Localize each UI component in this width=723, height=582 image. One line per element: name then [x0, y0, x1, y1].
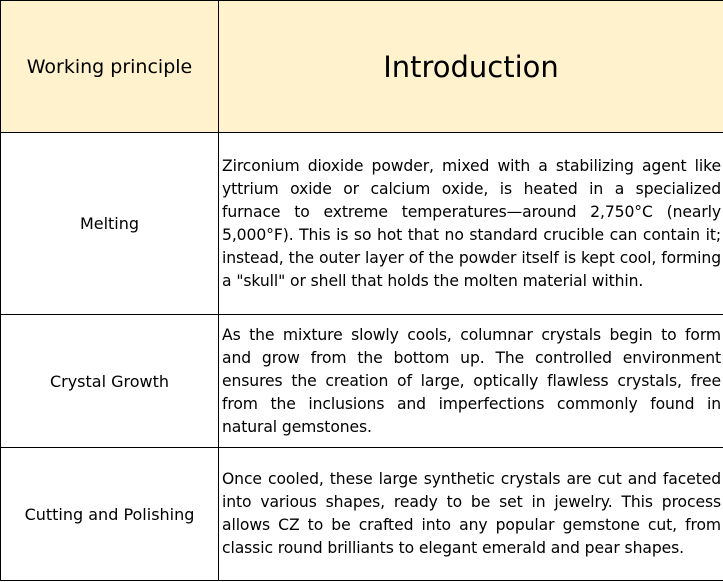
- principle-cell: Melting: [1, 133, 219, 315]
- principle-cell: Cutting and Polishing: [1, 448, 219, 581]
- header-working-principle: Working principle: [1, 1, 219, 133]
- table-row: [1, 133, 723, 315]
- introduction-cell: Zirconium dioxide powder, mixed with a stabilizing agent like yttrium oxide or calcium oxide, is heated in a specialized furnace to extreme temperatures—around 2,750°C (nearly 5,000°F). This is so hot that no standard crucible can contain it; instead, the outer layer of the powder itself is kept cool, forming a "skull" or shell that holds the molten material within.: [219, 133, 723, 315]
- table-row: [1, 448, 723, 581]
- introduction-cell: Once cooled, these large synthetic crystals are cut and faceted into various shapes, ready to be set in jewelry. This process allows CZ to be crafted into any popular gemstone cut, from classic round brilliants to elegant emerald and pear shapes.: [219, 448, 723, 581]
- header-introduction: Introduction: [219, 1, 723, 133]
- header-row: [1, 1, 723, 133]
- introduction-cell: As the mixture slowly cools, columnar crystals begin to form and grow from the bottom up. The controlled environment ensures the creation of large, optically flawless crystals, free from the inclusions and imperfections commonly found in natural gemstones.: [219, 315, 723, 448]
- principle-cell: Crystal Growth: [1, 315, 219, 448]
- table-row: [1, 315, 723, 448]
